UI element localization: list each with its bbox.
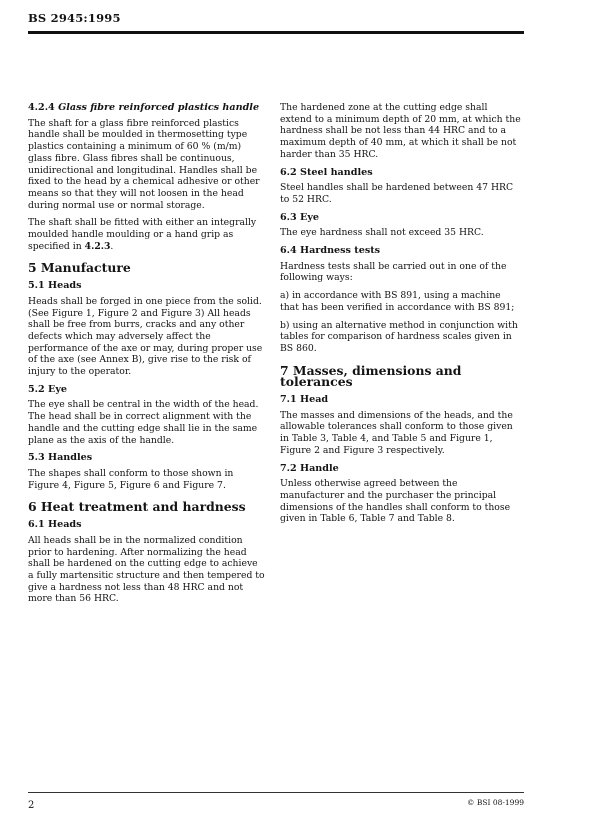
heading-5-1: 5.1 Heads: [28, 280, 82, 292]
heading-section-7: 7 Masses, dimensions and tolerances: [280, 362, 462, 390]
heading-section-6: 6 Heat treatment and hardness: [28, 499, 246, 515]
page-number: 2: [28, 800, 35, 811]
paragraph-7-1: The masses and dimensions of the heads, and the allowable tolerances shall conform to those given in Table 3, Table 4, and Table 5 and Figure 1, Figure 2 and Figure 3 respectively.: [280, 409, 513, 456]
heading-5-2: 5.2 Eye: [28, 383, 68, 395]
paragraph-6-1-continued: The hardened zone at the cutting edge shall extend to a minimum depth of 20 mm, at which the hardness shall be not less than 44 HRC and to a maximum depth of 40 mm, at which it shall be not harder than 35 HRC.: [280, 102, 521, 160]
paragraph-4-2-4-1: The shaft for a glass fibre reinforced plastics handle shall be moulded in thermosetting type plastics containing a minimum of 60 % (m/m) glass fibre. Glass fibres shall be continuous, unidirectional and longitudinal. Handles shall be fixed to the head by a chemical adhesive or other means so that they will not loosen in the head during normal use or normal storage.: [28, 117, 260, 211]
heading-5-3: 5.3 Handles: [28, 452, 93, 464]
paragraph-6-1: All heads shall be in the normalized condition prior to hardening. After normalizing the head shall be hardened on the cutting edge to achieve a fully martensitic structure and then tempered to give a hardness not less than 48 HRC and not more than 56 HRC.: [28, 534, 265, 605]
paragraph-4-2-4-2: The shaft shall be fitted with either an integrally moulded handle moulding or a hand grip as specified in 4.2.3.: [28, 217, 257, 252]
list-item-a: a) in accordance with BS 891, using a machine that has been verified in accordance with BS 891;: [280, 290, 515, 313]
left-column: [28, 102, 266, 611]
heading-4-2-4: 4.2.4 Glass fibre reinforced plastics handle: [28, 102, 260, 113]
paragraph-6-2: Steel handles shall be hardened between 47 HRC to 52 HRC.: [280, 182, 514, 205]
heading-6-4: 6.4 Hardness tests: [280, 245, 381, 257]
paragraph-6-4: Hardness tests shall be carried out in one of the following ways:: [280, 260, 507, 284]
heading-6-1: 6.1 Heads: [28, 519, 82, 531]
heading-6-2: 6.2 Steel handles: [280, 166, 373, 178]
copyright-notice: © BSI 08-1999: [466, 798, 524, 807]
footer-rule: [28, 792, 524, 793]
document-id: BS 2945:1995: [28, 11, 121, 25]
heading-7-2: 7.2 Handle: [280, 462, 339, 474]
heading-6-3: 6.3 Eye: [280, 211, 320, 223]
heading-section-5: 5 Manufacture: [28, 260, 131, 276]
paragraph-5-2: The eye shall be central in the width of the head. The head shall be in correct alignment with the handle and the cutting edge shall lie in the same plane as the axis of the handle.: [28, 399, 259, 446]
cross-reference-4-2-3: 4.2.3: [84, 240, 111, 252]
list-item-b: b) using an alternative method in conjunction with tables for comparison of hardness scales given in BS 860.: [280, 319, 518, 354]
heading-7-1: 7.1 Head: [280, 394, 329, 406]
paragraph-5-3: The shapes shall conform to those shown in Figure 4, Figure 5, Figure 6 and Figure 7.: [28, 467, 234, 491]
paragraph-7-2: Unless otherwise agreed between the manufacturer and the purchaser the principal dimensions of the handles shall conform to those given in Table 6, Table 7 and Table 8.: [280, 478, 511, 525]
header-rule: [28, 31, 524, 34]
paragraph-5-1: Heads shall be forged in one piece from the solid. (See Figure 1, Figure 2 and Figure 3) All heads shall be free from burrs, cracks and any other defects which may adversely affect the performance of the axe or may, during proper use of the axe (see Annex B), give rise to the risk of injury to the operator.: [28, 295, 263, 378]
paragraph-6-3: The eye hardness shall not exceed 35 HRC.: [280, 227, 484, 239]
right-column: [280, 102, 522, 531]
